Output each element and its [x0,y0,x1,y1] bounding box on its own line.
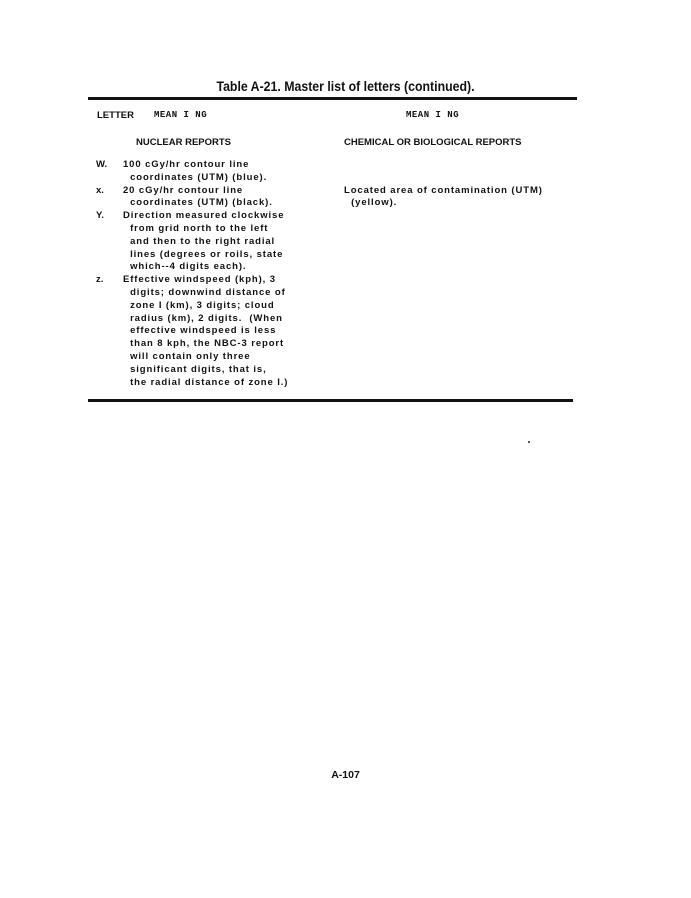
page-number: A-107 [331,769,360,781]
row-letter: z. [96,274,104,286]
row-letter: W. [96,159,108,170]
row-nuclear-meaning: Direction measured clockwise from grid north to the left and then to the right radial lines (degrees or roils, state which--4 digits each). [123,210,285,273]
header-meaning-nuclear: MEAN I NG [154,110,208,120]
stray-mark [528,441,530,443]
header-meaning-chemical: MEAN I NG [406,110,460,120]
top-rule [88,97,577,100]
table-row [96,210,323,274]
row-letter: x. [96,184,104,196]
subheader-nuclear: NUCLEAR REPORTS [136,137,232,148]
row-chemical-meaning: Located area of contamination (UTM) (yellow). [344,184,543,209]
row-nuclear-meaning: 100 cGy/hr contour line coordinates (UTM) (blue). [123,159,268,183]
row-nuclear-meaning: Effective windspeed (kph), 3 digits; downwind distance of zone I (km), 3 digits; cloud radius (km), 2 digits. (When effective windspeed is less than 8 kph, the NBC-3 report will contain only three significant digits, that is, the radial distance of zone I.) [123,274,289,388]
table-title: Table A-21. Master list of letters (continued). [216,78,475,94]
row-nuclear-meaning: 20 cGy/hr contour line coordinates (UTM) (black). [123,184,273,209]
table-body [96,159,543,389]
subheader-chemical: CHEMICAL OR BIOLOGICAL REPORTS [344,137,522,148]
table-row [96,274,323,389]
table-row [96,184,543,211]
row-letter: Y. [96,210,104,222]
bottom-rule [88,399,573,402]
header-letter: LETTER [97,110,134,121]
table-row [96,159,323,185]
